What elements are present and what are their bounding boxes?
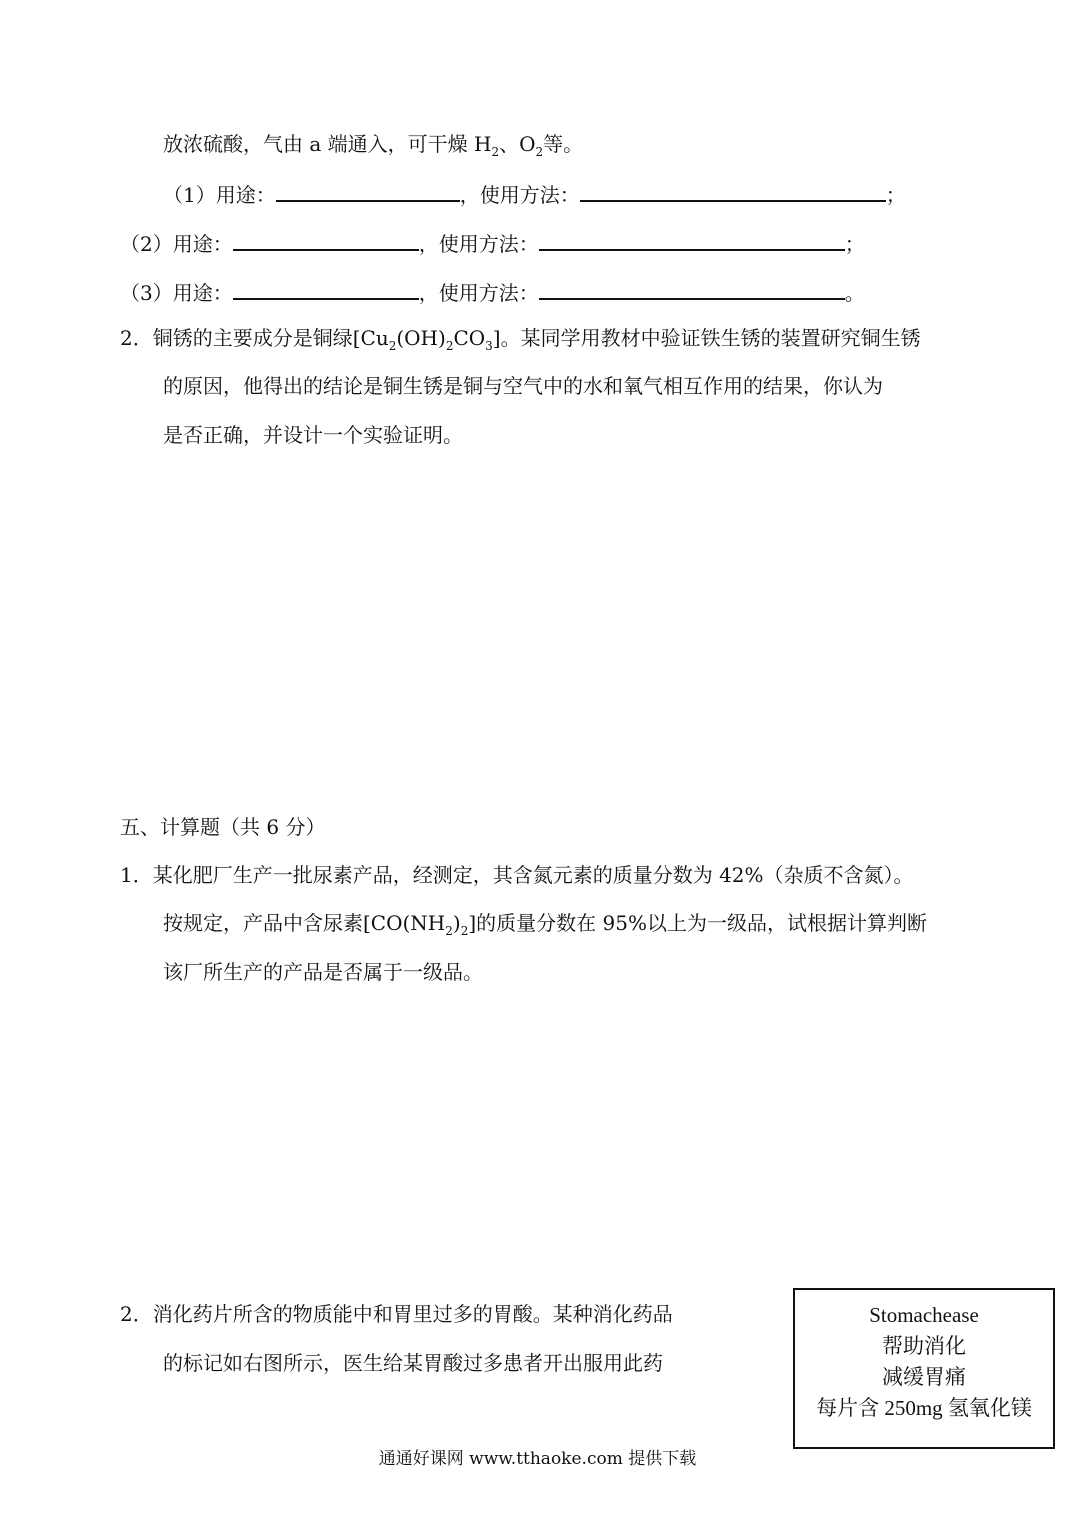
calc2-line2: 的标记如右图所示，医生给某胃酸过多患者开出服用此药 [163, 1351, 663, 1375]
fill-num: （3） [120, 281, 173, 305]
fill-line-3 [120, 276, 865, 307]
calc1-line2 [163, 909, 927, 945]
method-blank-1[interactable] [580, 178, 886, 202]
intro-end: 等。 [543, 132, 584, 156]
rust-sub2: 2 [445, 339, 454, 353]
rust-question-line1 [120, 324, 921, 360]
fill-num: （1） [163, 183, 216, 207]
section-heading: 五、计算题（共 6 分） [120, 815, 326, 839]
drug-label-box [793, 1288, 1055, 1449]
rust-sub1: 2 [388, 339, 397, 353]
fill-line-1 [163, 178, 906, 209]
calc1-text-b: ) [452, 911, 461, 935]
calc1-sub2: 2 [460, 924, 469, 938]
method-label: ，使用方法： [459, 183, 580, 207]
calc1-sub1: 2 [445, 924, 453, 938]
intro-line [163, 130, 583, 166]
rust-question-line2: 的原因，他得出的结论是铜生锈是铜与空气中的水和氧气相互作用的结果，你认为 [163, 374, 883, 398]
use-blank-3[interactable] [233, 276, 419, 300]
rust-sub3: 3 [485, 339, 493, 353]
use-blank-1[interactable] [276, 178, 460, 202]
method-label: ，使用方法： [418, 232, 539, 256]
fill-end: 。 [844, 281, 865, 305]
use-label: 用途： [172, 232, 233, 256]
intro-mid: 、O [499, 132, 536, 156]
use-label: 用途： [172, 281, 233, 305]
drug-label-line4: 每片含 250mg 氢氧化镁 [816, 1396, 1032, 1420]
intro-sub1: 2 [491, 145, 500, 159]
rust-question-line3: 是否正确，并设计一个实验证明。 [163, 423, 463, 447]
intro-text: 放浓硫酸，气由 a 端通入，可干燥 H [163, 132, 492, 156]
calc1-text-a: 按规定，产品中含尿素[CO(NH [163, 911, 446, 935]
rust-text-a: 2．铜锈的主要成分是铜绿[Cu [120, 326, 389, 350]
drug-label-line2: 帮助消化 [882, 1334, 966, 1358]
method-blank-2[interactable] [539, 227, 845, 251]
use-label: 用途： [215, 183, 276, 207]
fill-num: （2） [120, 232, 173, 256]
intro-sub2: 2 [535, 145, 544, 159]
fill-line-2 [120, 227, 865, 258]
fill-end: ； [844, 232, 865, 256]
rust-text-c: CO [453, 326, 486, 350]
calc1-text-c: ]的质量分数在 95%以上为一级品，试根据计算判断 [468, 911, 927, 935]
rust-text-d: ]。某同学用教材中验证铁生锈的装置研究铜生锈 [492, 326, 921, 350]
calc1-line3: 该厂所生产的产品是否属于一级品。 [163, 960, 483, 984]
rust-text-b: (OH) [396, 326, 446, 350]
drug-name: Stomachease [869, 1303, 979, 1327]
drug-label-line3: 减缓胃痛 [882, 1365, 966, 1389]
method-blank-3[interactable] [539, 276, 845, 300]
calc1-line1: 1．某化肥厂生产一批尿素产品，经测定，其含氮元素的质量分数为 42%（杂质不含氮）。 [120, 863, 914, 887]
fill-end: ； [885, 183, 906, 207]
page-footer: 通通好课网 www.tthaoke.com 提供下载 [378, 1449, 697, 1469]
method-label: ，使用方法： [418, 281, 539, 305]
use-blank-2[interactable] [233, 227, 419, 251]
calc2-line1: 2．消化药片所含的物质能中和胃里过多的胃酸。某种消化药品 [120, 1302, 673, 1326]
